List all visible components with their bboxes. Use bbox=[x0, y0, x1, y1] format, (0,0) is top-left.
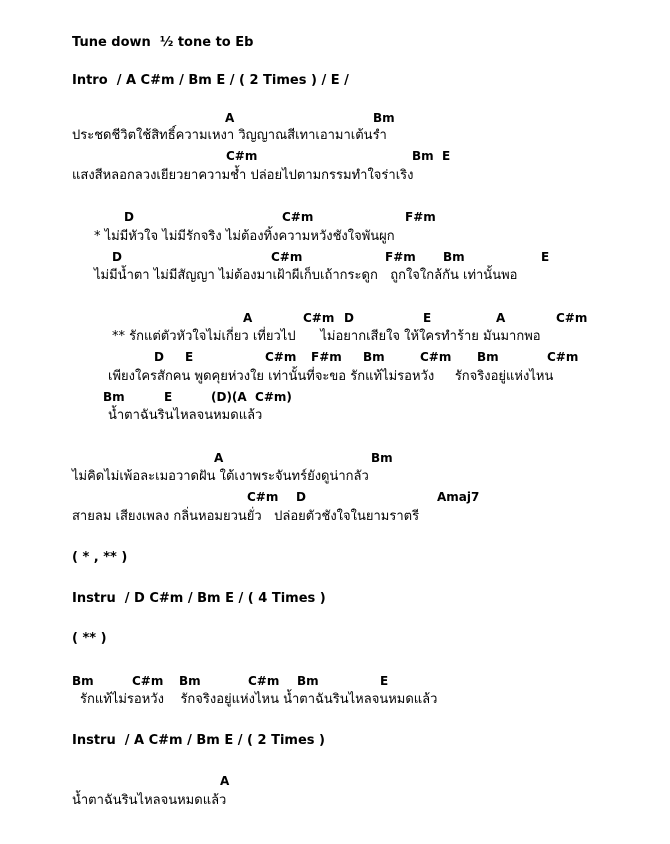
chord: C#m bbox=[265, 350, 297, 364]
lyric-line: ไม่คิดไม่เพ้อละเมอวาดฝัน ใต้เงาพระจันทร์ยังดูน่ากลัว bbox=[72, 469, 369, 484]
lyric-line: แสงสีหลอกลวงเยียวยาความช้ำ ปล่อยไปตามกรรมทำใจร่าเริง bbox=[72, 168, 414, 183]
chord: F#m bbox=[385, 250, 416, 264]
chord: Bm E bbox=[412, 149, 451, 163]
chord: A bbox=[243, 311, 253, 325]
lyric-line: รักแท้ไม่รอหวัง รักจริงอยู่แห่งไหน น้ำตาฉันรินไหลจนหมดแล้ว bbox=[80, 692, 438, 707]
chord: D bbox=[344, 311, 354, 325]
chord: A bbox=[220, 774, 230, 788]
chord: D bbox=[112, 250, 122, 264]
chord: C#m bbox=[271, 250, 303, 264]
chord: Bm bbox=[371, 451, 393, 465]
lyric-line: สายลม เสียงเพลง กลิ่นหอมยวนยั่ว ปล่อยตัวชังใจในยามราตรี bbox=[72, 509, 420, 524]
chord: Bm bbox=[297, 674, 319, 688]
tuning-note: Tune down ½ tone to Eb bbox=[72, 35, 254, 50]
chord: Bm bbox=[363, 350, 385, 364]
chord: Bm bbox=[373, 111, 395, 125]
chord: C#m bbox=[226, 149, 258, 163]
chord: Amaj7 bbox=[437, 490, 480, 504]
chord: E bbox=[164, 390, 173, 404]
chord: A bbox=[214, 451, 224, 465]
lyric-line: ** รักแต่ตัวหัวใจไม่เกี่ยว เที่ยวไป ไม่อยากเสียใจ ให้ใครทำร้าย มันมากพอ bbox=[112, 329, 541, 344]
chord: F#m bbox=[311, 350, 342, 364]
chord: (D)(A C#m) bbox=[211, 390, 292, 404]
chord: E bbox=[423, 311, 432, 325]
repeat-marker: ( * , ** ) bbox=[72, 550, 128, 565]
chord: E bbox=[185, 350, 194, 364]
chord: C#m bbox=[547, 350, 579, 364]
chord: A bbox=[496, 311, 506, 325]
lyric-line: ไม่มีน้ำตา ไม่มีสัญญา ไม่ต้องมาเฝ้าผีเก็บเถ้ากระดูก ถูกใจใกล้กัน เท่านั้นพอ bbox=[94, 268, 518, 283]
chord: C#m bbox=[248, 674, 280, 688]
chord: D bbox=[296, 490, 306, 504]
chord: C#m bbox=[420, 350, 452, 364]
lyric-line: ประชดชีวิตใช้สิทธิ์ความเหงา วิญญาณสีเทาเอามาเต้นรำ bbox=[72, 128, 387, 143]
instru-line: Instru / A C#m / Bm E / ( 2 Times ) bbox=[72, 733, 325, 748]
chord: C#m bbox=[303, 311, 335, 325]
chord: Bm bbox=[477, 350, 499, 364]
intro-line: Intro / A C#m / Bm E / ( 2 Times ) / E / bbox=[72, 73, 349, 88]
chord: A bbox=[225, 111, 235, 125]
chord: E bbox=[380, 674, 389, 688]
repeat-marker: ( ** ) bbox=[72, 631, 107, 646]
lyric-line: น้ำตาฉันรินไหลจนหมดแล้ว bbox=[72, 793, 227, 808]
lyric-line: เพียงใครสักคน พูดคุยห่วงใย เท่านั้นที่จะขอ รักแท้ไม่รอหวัง รักจริงอยู่แห่งไหน bbox=[108, 369, 554, 384]
chord: Bm bbox=[179, 674, 201, 688]
chord: C#m bbox=[556, 311, 588, 325]
chord: E bbox=[541, 250, 550, 264]
chord: D bbox=[124, 210, 134, 224]
chord: C#m bbox=[247, 490, 279, 504]
chord: D bbox=[154, 350, 164, 364]
lyric-line: * ไม่มีหัวใจ ไม่มีรักจริง ไม่ต้องทิ้งความหวังชังใจพันผูก bbox=[94, 229, 395, 244]
chord: C#m bbox=[282, 210, 314, 224]
chord: F#m bbox=[405, 210, 436, 224]
instru-line: Instru / D C#m / Bm E / ( 4 Times ) bbox=[72, 591, 326, 606]
chord: Bm bbox=[443, 250, 465, 264]
chord: Bm bbox=[103, 390, 125, 404]
chord: C#m bbox=[132, 674, 164, 688]
chord: Bm bbox=[72, 674, 94, 688]
lyric-line: น้ำตาฉันรินไหลจนหมดแล้ว bbox=[108, 408, 263, 423]
